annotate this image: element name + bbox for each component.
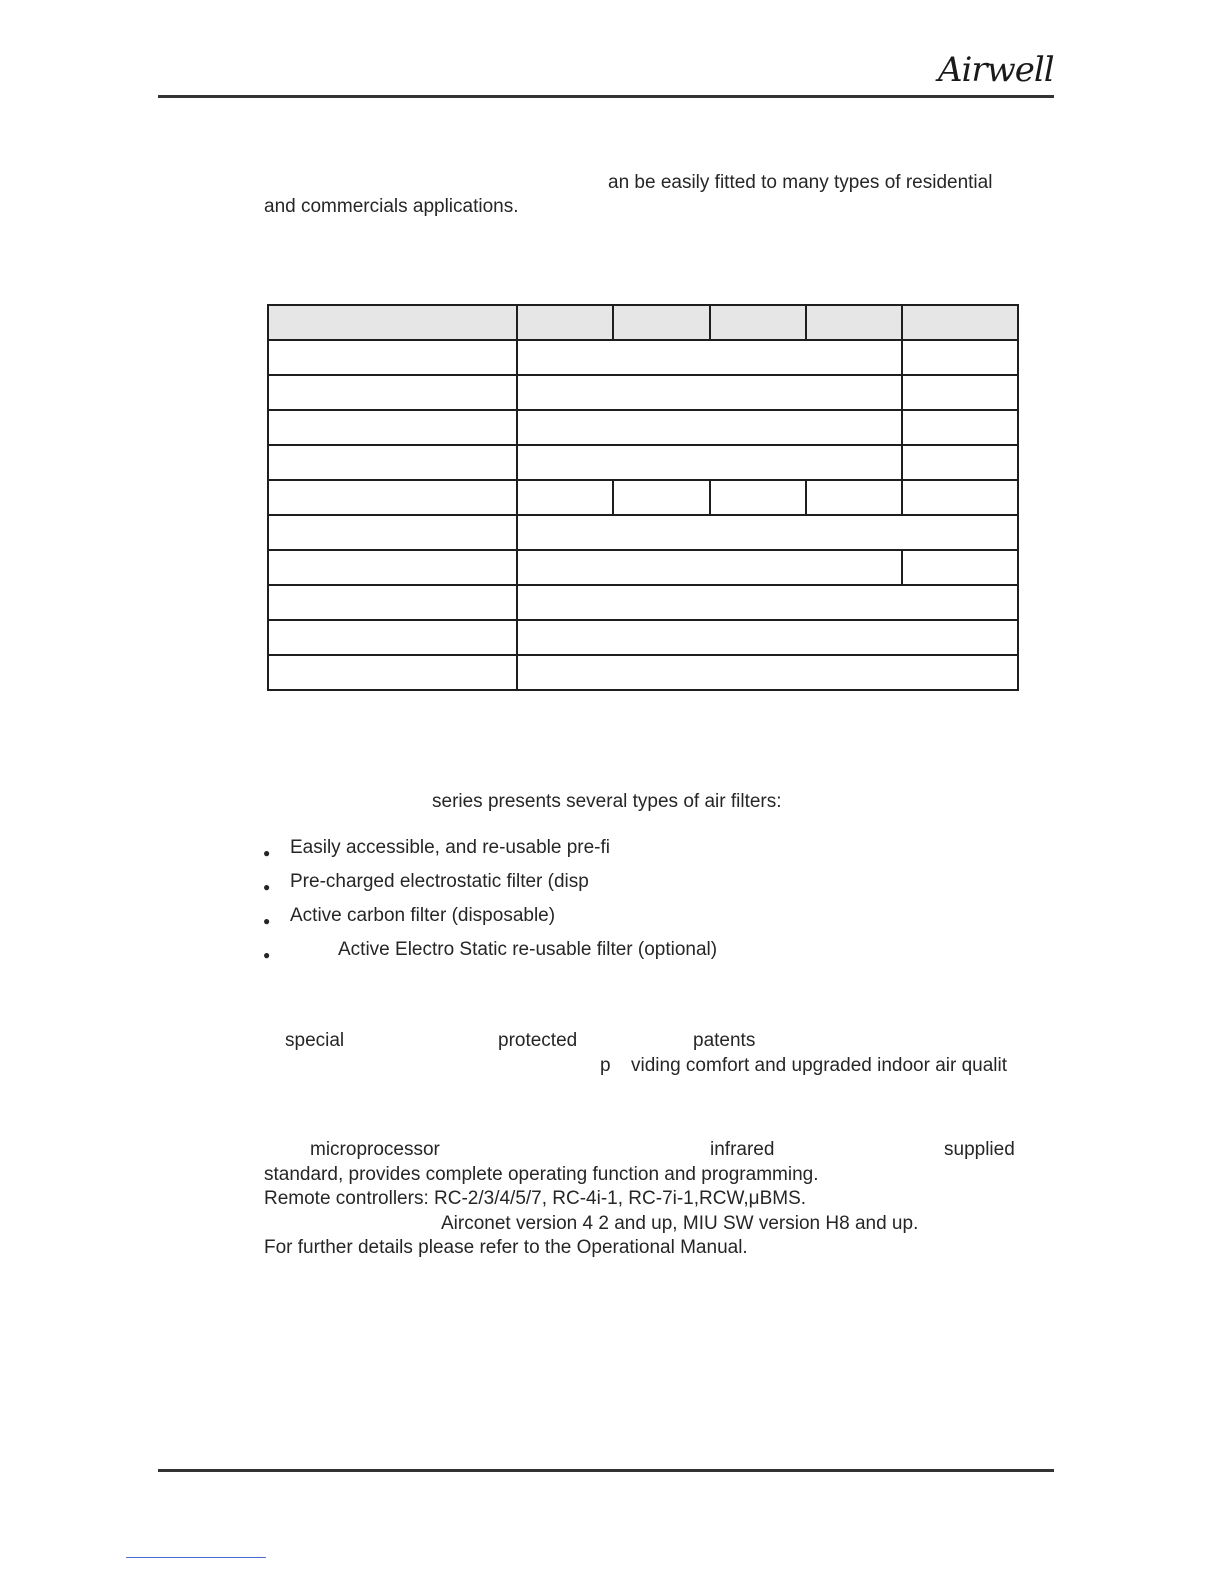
patents-line2-end: viding comfort and upgraded indoor air qualit <box>631 1055 1008 1076</box>
table-cell <box>268 620 517 655</box>
table-cell <box>268 410 517 445</box>
table-cell <box>902 480 1018 515</box>
bullet-icon: ● <box>263 948 271 962</box>
table-row <box>268 620 1018 655</box>
control-line-4: Airconet version 4 2 and up, MIU SW version H8 and up. <box>441 1213 919 1234</box>
table-cell <box>902 375 1018 410</box>
filter-item-1: Easily accessible, and re-usable pre-fi <box>290 837 610 858</box>
table-cell <box>268 515 517 550</box>
control-line-5: For further details please refer to the Operational Manual. <box>264 1237 748 1258</box>
airwell-logo: Airwell <box>938 50 1054 90</box>
table-cell <box>268 340 517 375</box>
patents-word-patents: patents <box>693 1030 756 1051</box>
bullet-icon: ● <box>263 914 271 928</box>
table-cell <box>806 480 902 515</box>
filter-item-2: Pre-charged electrostatic filter (disp <box>290 871 589 892</box>
table-row <box>268 340 1018 375</box>
table-row <box>268 655 1018 690</box>
table-cell <box>517 410 902 445</box>
table-cell <box>517 585 1018 620</box>
patents-word-special: special <box>285 1030 345 1051</box>
table-cell <box>268 445 517 480</box>
intro-line-1: an be easily fitted to many types of residential <box>608 172 993 193</box>
table-cell <box>806 305 902 340</box>
filter-item-4: Active Electro Static re-usable filter (optional) <box>338 939 718 960</box>
filters-intro: series presents several types of air filters: <box>432 791 782 812</box>
bullet-icon: ● <box>263 880 271 894</box>
bullet-icon: ● <box>263 846 271 860</box>
table-cell <box>517 620 1018 655</box>
control-line-3: Remote controllers: RC-2/3/4/5/7, RC-4i-1, RC-7i-1,RCW,μBMS. <box>264 1188 807 1209</box>
table-cell <box>710 480 806 515</box>
table-cell <box>517 445 902 480</box>
table-cell <box>902 340 1018 375</box>
table-cell <box>902 550 1018 585</box>
table-cell <box>268 655 517 690</box>
intro-line-2: and commercials applications. <box>264 196 519 217</box>
table-cell <box>268 305 517 340</box>
table-cell <box>268 550 517 585</box>
table-cell <box>902 305 1018 340</box>
table-cell <box>613 305 710 340</box>
table-cell <box>268 375 517 410</box>
table-row <box>268 515 1018 550</box>
patents-word-protected: protected <box>498 1030 578 1051</box>
table-cell <box>902 410 1018 445</box>
table-cell <box>517 375 902 410</box>
control-word-supplied: supplied <box>944 1139 1015 1160</box>
table-cell <box>613 480 710 515</box>
control-word-infrared: infrared <box>710 1139 775 1160</box>
table-row <box>268 410 1018 445</box>
table-row <box>268 480 1018 515</box>
control-word-microprocessor: microprocessor <box>310 1139 440 1160</box>
table-row <box>268 550 1018 585</box>
table-cell <box>902 445 1018 480</box>
table-row <box>268 585 1018 620</box>
table-cell <box>517 305 613 340</box>
control-line-2: standard, provides complete operating function and programming. <box>264 1164 819 1185</box>
specification-table <box>267 304 1019 691</box>
table-cell <box>517 550 902 585</box>
header-rule <box>158 95 1054 98</box>
table-cell <box>268 480 517 515</box>
table-cell <box>517 655 1018 690</box>
footer-link-underline[interactable] <box>126 1557 266 1558</box>
table-cell <box>517 480 613 515</box>
table-cell <box>517 515 1018 550</box>
filter-item-3: Active carbon filter (disposable) <box>290 905 556 926</box>
table-cell <box>710 305 806 340</box>
table-row <box>268 445 1018 480</box>
table-cell <box>268 585 517 620</box>
footer-rule <box>158 1469 1054 1472</box>
table-row <box>268 375 1018 410</box>
table-cell <box>517 340 902 375</box>
table-header-row <box>268 305 1018 340</box>
patents-line2-start: p <box>600 1055 611 1076</box>
